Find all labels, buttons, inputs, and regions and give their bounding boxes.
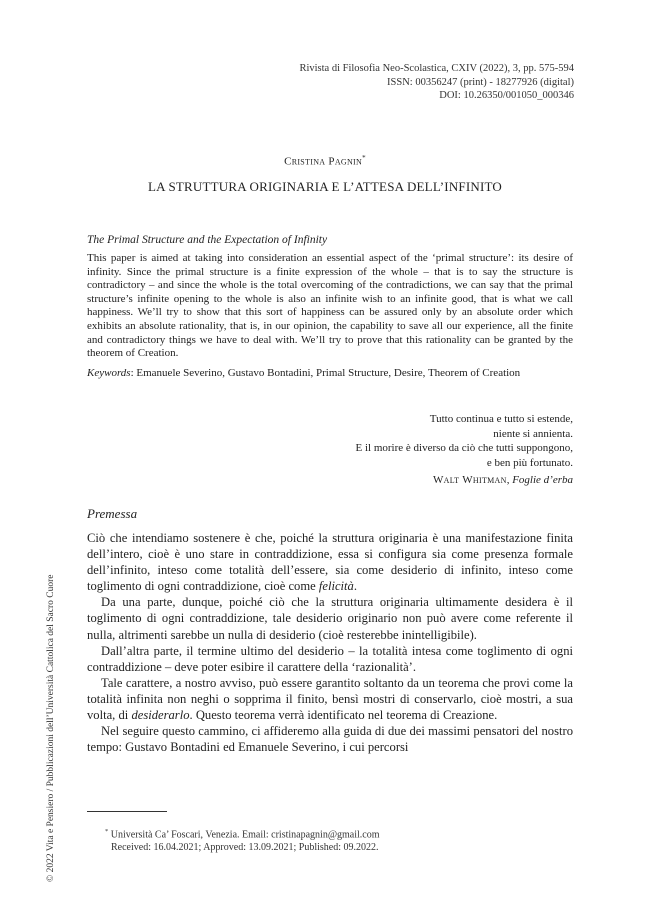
emphasis-text: felicità (318, 579, 354, 594)
author-name (0, 154, 650, 168)
paragraph-text: Tale carattere, a nostro avviso, può essere garantito soltanto da un teorema che provi come la totalità infinita non neghi o sopprima il finito, bensì mostri di conservarlo, cioè mostri, a sua volta, di (87, 675, 573, 723)
section-premessa (87, 506, 573, 755)
epigraph-line: e ben più fortunato. (486, 456, 573, 469)
keywords-label: Keywords (87, 366, 131, 379)
paragraph-text: Ciò che intendiamo sostenere è che, poiché la struttura originaria è una manifestazione finita dell’intero, cioè è uno stare in contraddizione, essa si configura sia come presenza formale dell’infinito, inteso come totalità dell’essere, sia come desiderio di infinito, inteso come toglimento di ogni contraddizione, cioè come (87, 531, 573, 594)
author-name-text: Cristina Pagnin (284, 155, 363, 168)
footnote-dates: Received: 16.04.2021; Approved: 13.09.2021; Published: 09.2022. (111, 842, 379, 854)
body-paragraph (87, 675, 573, 723)
footnote-marker: * (105, 828, 109, 835)
epigraph-separator: , (506, 474, 513, 486)
journal-header (299, 62, 574, 103)
epigraph-poet: Walt Whitman (432, 474, 507, 486)
body-paragraph (87, 530, 573, 594)
paragraph-text: . (353, 579, 358, 594)
section-title: Premessa (87, 506, 138, 521)
journal-issn: ISSN: 00356247 (print) - 18277926 (digital) (387, 76, 574, 88)
footnote-affiliation-text: Università Ca’ Foscari, Venezia. Email: cristinapagnin@gmail.com (108, 829, 380, 841)
abstract-title: The Primal Structure and the Expectation of Infinity (87, 234, 328, 246)
body-paragraph: Da una parte, dunque, poiché ciò che la struttura originaria ultimamente desidera è il toglimento di ogni contraddizione, tale desiderio originario non può avere come referente il nulla, altrimenti sarebbe un nulla di desiderio (cioè resterebbe inintelligibile). (87, 595, 573, 642)
epigraph-attribution (355, 473, 573, 488)
journal-doi: DOI: 10.26350/001050_000346 (439, 90, 574, 101)
abstract-text: This paper is aimed at taking into consideration an essential aspect of the ‘primal structure’: its desire of infinity. Since the primal structure is a finite expression of the whole – that is to say the structure is contradictory – and since the whole is the total overcoming of the contradictions, we can say that the primal structure’s infinite opening to the whole is also an infinite wish to an infinite good, that is what we call happiness. We’ll try to show that this sort of happiness can be assured only by an absolute order which exhibits an absolute rationality, that is, in our opinion, the capability to save all our experience, all the finite and contradictory things we have to deal with. We’ll try to prove that this rationality can be granted by the theorem of Creation. (87, 252, 573, 360)
footnote-affiliation (105, 825, 380, 841)
abstract (87, 234, 573, 380)
epigraph (355, 412, 573, 488)
footnote (105, 825, 380, 854)
epigraph-line: niente si annienta. (493, 427, 573, 440)
paper-title: LA STRUTTURA ORIGINARIA E L’ATTESA DELL’INFINITO (148, 179, 502, 194)
paragraph-text: . Questo teorema verrà identificato nel teorema di Creazione. (189, 708, 498, 723)
keywords-list: : Emanuele Severino, Gustavo Bontadini, Primal Structure, Desire, Theorem of Creation (130, 366, 521, 379)
emphasis-text: desiderarlo (131, 708, 190, 723)
author-footnote-marker: * (362, 154, 366, 162)
epigraph-work: Foglie d’erba (512, 474, 573, 486)
copyright-notice: © 2022 Vita e Pensiero / Pubblicazioni dell’Università Cattolica del Sacro Cuore (46, 574, 56, 882)
epigraph-line: Tutto continua e tutto si estende, (429, 413, 573, 425)
footnote-divider (87, 811, 167, 812)
keywords (87, 367, 573, 381)
journal-citation: Rivista di Filosofia Neo-Scolastica, CXIV (2022), 3, pp. 575-594 (299, 63, 574, 74)
epigraph-line: E il morire è diverso da ciò che tutti suppongono, (355, 442, 573, 454)
body-paragraph: Nel seguire questo cammino, ci affideremo alla guida di due dei massimi pensatori del nostro tempo: Gustavo Bontadini ed Emanuele Severino, i cui percorsi (87, 724, 573, 755)
body-paragraph: Dall’altra parte, il termine ultimo del desiderio – la totalità intesa come toglimento di ogni contraddizione – deve poter esibire il carattere della ‘razionalità’. (87, 643, 573, 674)
